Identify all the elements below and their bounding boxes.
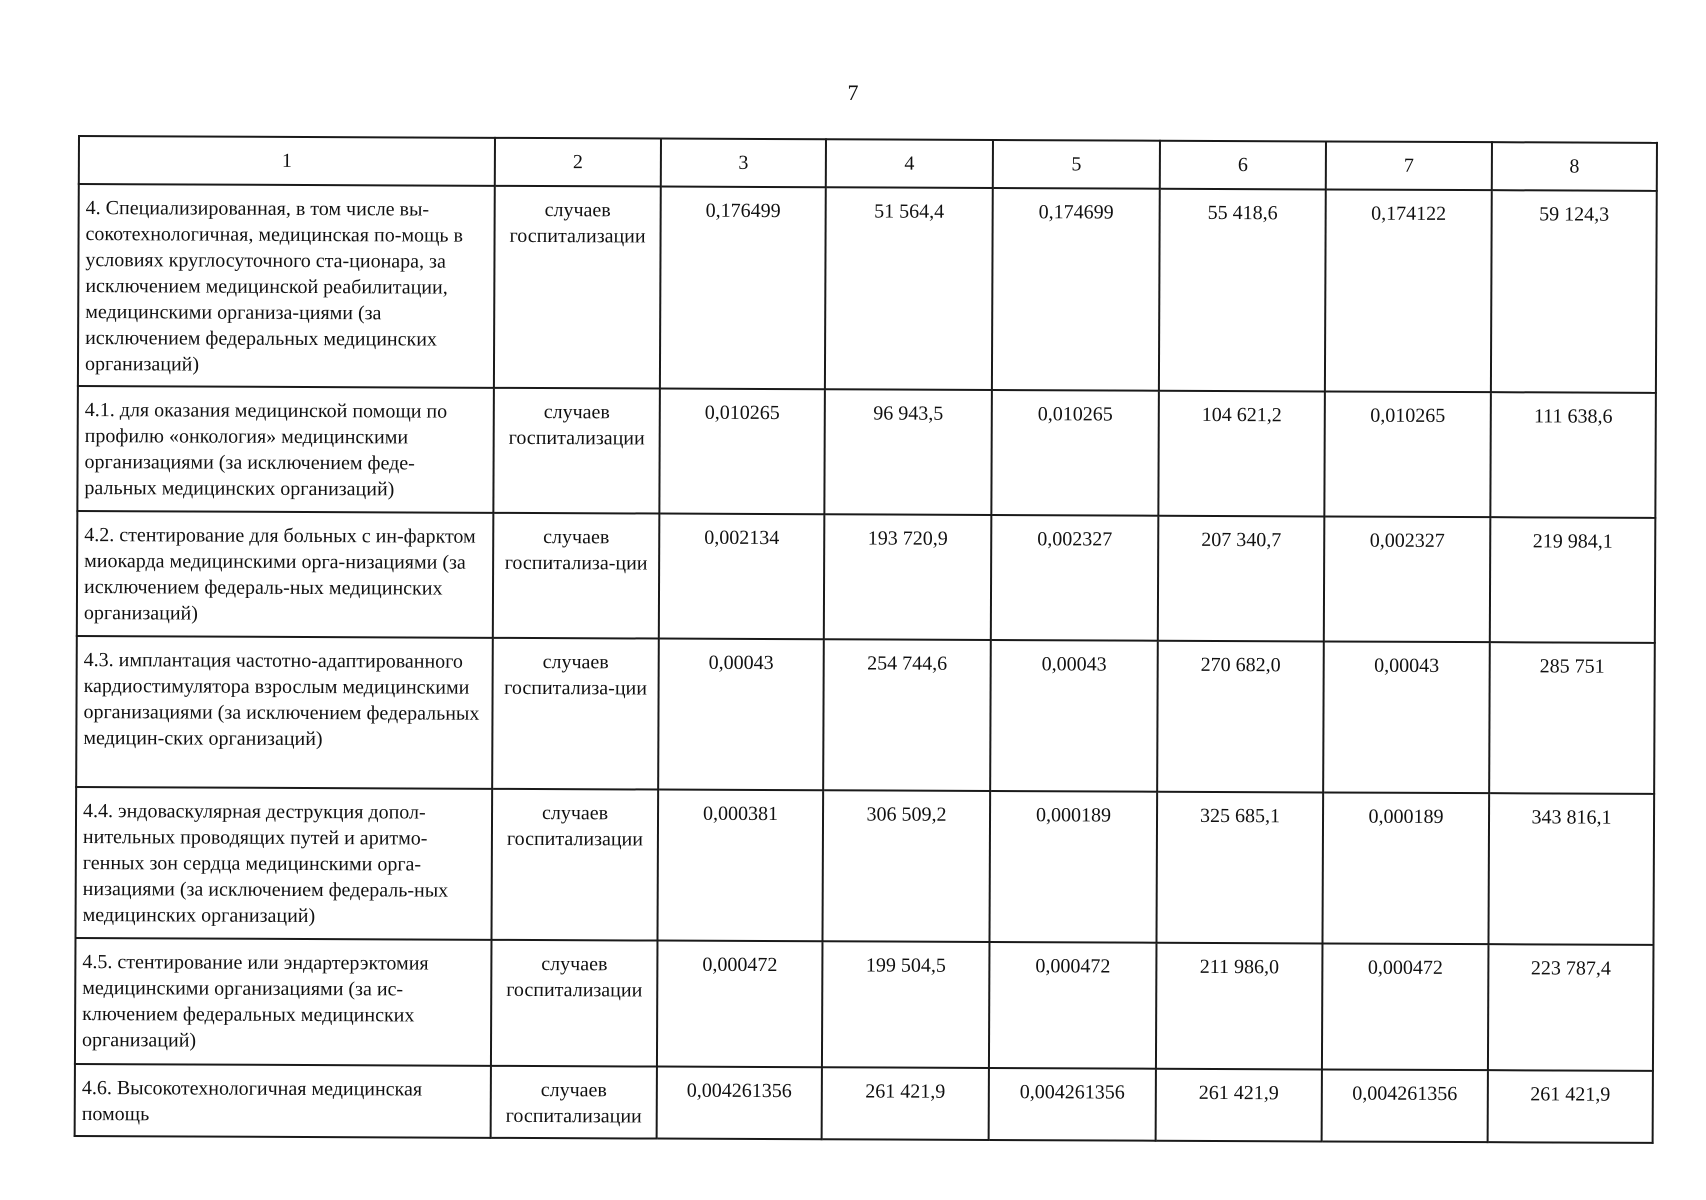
table-row xyxy=(75,938,1654,1071)
value-cell: 0,004261356 xyxy=(657,1067,822,1140)
value-cell: 211 986,0 xyxy=(1156,943,1323,1070)
value-cell: 51 564,4 xyxy=(825,187,993,390)
value-cell: 0,00043 xyxy=(1323,641,1490,793)
column-header: 6 xyxy=(1160,141,1326,190)
column-header: 5 xyxy=(993,140,1160,189)
value-cell: 0,004261356 xyxy=(989,1068,1156,1141)
value-cell: 0,00043 xyxy=(990,640,1158,792)
row-name-cell: 4.3. имплантация частотно-адаптированного кардиостимулятора взрослым медицинскими организациями (за исключением федеральных медицин-ских организаций) xyxy=(76,636,493,789)
value-cell: 0,000189 xyxy=(989,791,1157,943)
table-row xyxy=(78,184,1657,393)
value-cell: 207 340,7 xyxy=(1158,516,1325,642)
row-name-cell: 4.2. стентирование для больных с ин-фарктом миокарда медицинскими орга-низациями (за исключением федераль-ных медицинских организаций) xyxy=(77,511,494,638)
unit-cell: случаев госпитализации xyxy=(491,1066,657,1139)
value-cell: 0,004261356 xyxy=(1322,1069,1488,1142)
value-cell: 254 744,6 xyxy=(823,639,991,791)
data-table xyxy=(74,135,1658,1144)
value-cell: 96 943,5 xyxy=(824,389,992,515)
value-cell: 0,010265 xyxy=(659,389,825,515)
value-cell: 0,174699 xyxy=(992,188,1160,391)
value-cell: 104 621,2 xyxy=(1158,391,1325,517)
table-row xyxy=(77,511,1656,643)
row-name-cell: 4.6. Высокотехнологичная медицинская помощь xyxy=(75,1064,491,1138)
unit-cell: случаев госпитализации xyxy=(494,186,661,389)
unit-cell: случаев госпитализации xyxy=(491,789,658,941)
column-header: 1 xyxy=(79,136,495,186)
value-cell: 0,010265 xyxy=(1324,391,1491,517)
row-name-cell: 4. Специализированная, в том числе вы-сокотехнологичная, медицинская по-мощь в условиях круглосуточного ста-ционара, за исключением медицинской реабилитации, медицинскими организа-циями (за исключением федеральных медицинских организаций) xyxy=(78,184,495,388)
row-name-cell: 4.1. для оказания медицинской помощи по профилю «онкология» медицинскими организациями (за исключением феде-ральных медицинских организаций) xyxy=(77,386,494,513)
header-row xyxy=(79,136,1657,191)
table-row xyxy=(76,636,1655,794)
value-cell: 285 751 xyxy=(1489,642,1655,794)
value-cell: 0,000381 xyxy=(657,790,823,942)
value-cell: 0,000472 xyxy=(989,942,1157,1069)
value-cell: 261 421,9 xyxy=(822,1067,989,1140)
value-cell: 0,174122 xyxy=(1325,189,1492,392)
value-cell: 193 720,9 xyxy=(824,514,992,640)
column-header: 4 xyxy=(826,139,993,188)
value-cell: 111 638,6 xyxy=(1490,392,1656,518)
value-cell: 0,000472 xyxy=(657,941,823,1068)
page-number: 7 xyxy=(847,80,859,105)
value-cell: 270 682,0 xyxy=(1157,641,1324,793)
value-cell: 343 816,1 xyxy=(1488,793,1654,945)
value-cell: 55 418,6 xyxy=(1159,189,1326,392)
table-row xyxy=(77,386,1656,518)
column-header: 3 xyxy=(661,139,826,188)
unit-cell: случаев госпитализации xyxy=(491,940,658,1067)
value-cell: 59 124,3 xyxy=(1491,190,1657,393)
value-cell: 0,000472 xyxy=(1322,943,1489,1070)
value-cell: 0,002327 xyxy=(1324,516,1491,642)
unit-cell: случаев госпитализа-ции xyxy=(493,513,660,639)
value-cell: 0,176499 xyxy=(660,187,826,390)
value-cell: 325 685,1 xyxy=(1156,792,1323,944)
row-name-cell: 4.5. стентирование или эндартерэктомия медицинскими организациями (за ис-ключением федеральных медицинских организаций) xyxy=(75,938,492,1066)
column-header: 2 xyxy=(495,138,661,187)
value-cell: 261 421,9 xyxy=(1488,1070,1653,1143)
value-cell: 0,010265 xyxy=(991,390,1159,516)
value-cell: 0,000189 xyxy=(1322,792,1489,944)
value-cell: 0,00043 xyxy=(658,639,824,791)
table-row xyxy=(75,787,1654,945)
column-header: 8 xyxy=(1492,142,1657,191)
value-cell: 0,002327 xyxy=(991,515,1159,641)
value-cell: 0,002134 xyxy=(659,514,825,640)
value-cell: 219 984,1 xyxy=(1490,517,1656,643)
column-header: 7 xyxy=(1326,141,1492,190)
value-cell: 199 504,5 xyxy=(822,941,990,1068)
unit-cell: случаев госпитализации xyxy=(493,388,660,514)
row-name-cell: 4.4. эндоваскулярная деструкция допол-нительных проводящих путей и аритмо-генных зон сердца медицинскими орга-низациями (за исключением федераль-ных медицинских организаций) xyxy=(75,787,492,940)
unit-cell: случаев госпитализа-ции xyxy=(492,638,659,790)
value-cell: 223 787,4 xyxy=(1488,944,1654,1071)
value-cell: 306 509,2 xyxy=(822,790,990,942)
value-cell: 261 421,9 xyxy=(1156,1069,1322,1142)
table-row xyxy=(75,1064,1653,1143)
